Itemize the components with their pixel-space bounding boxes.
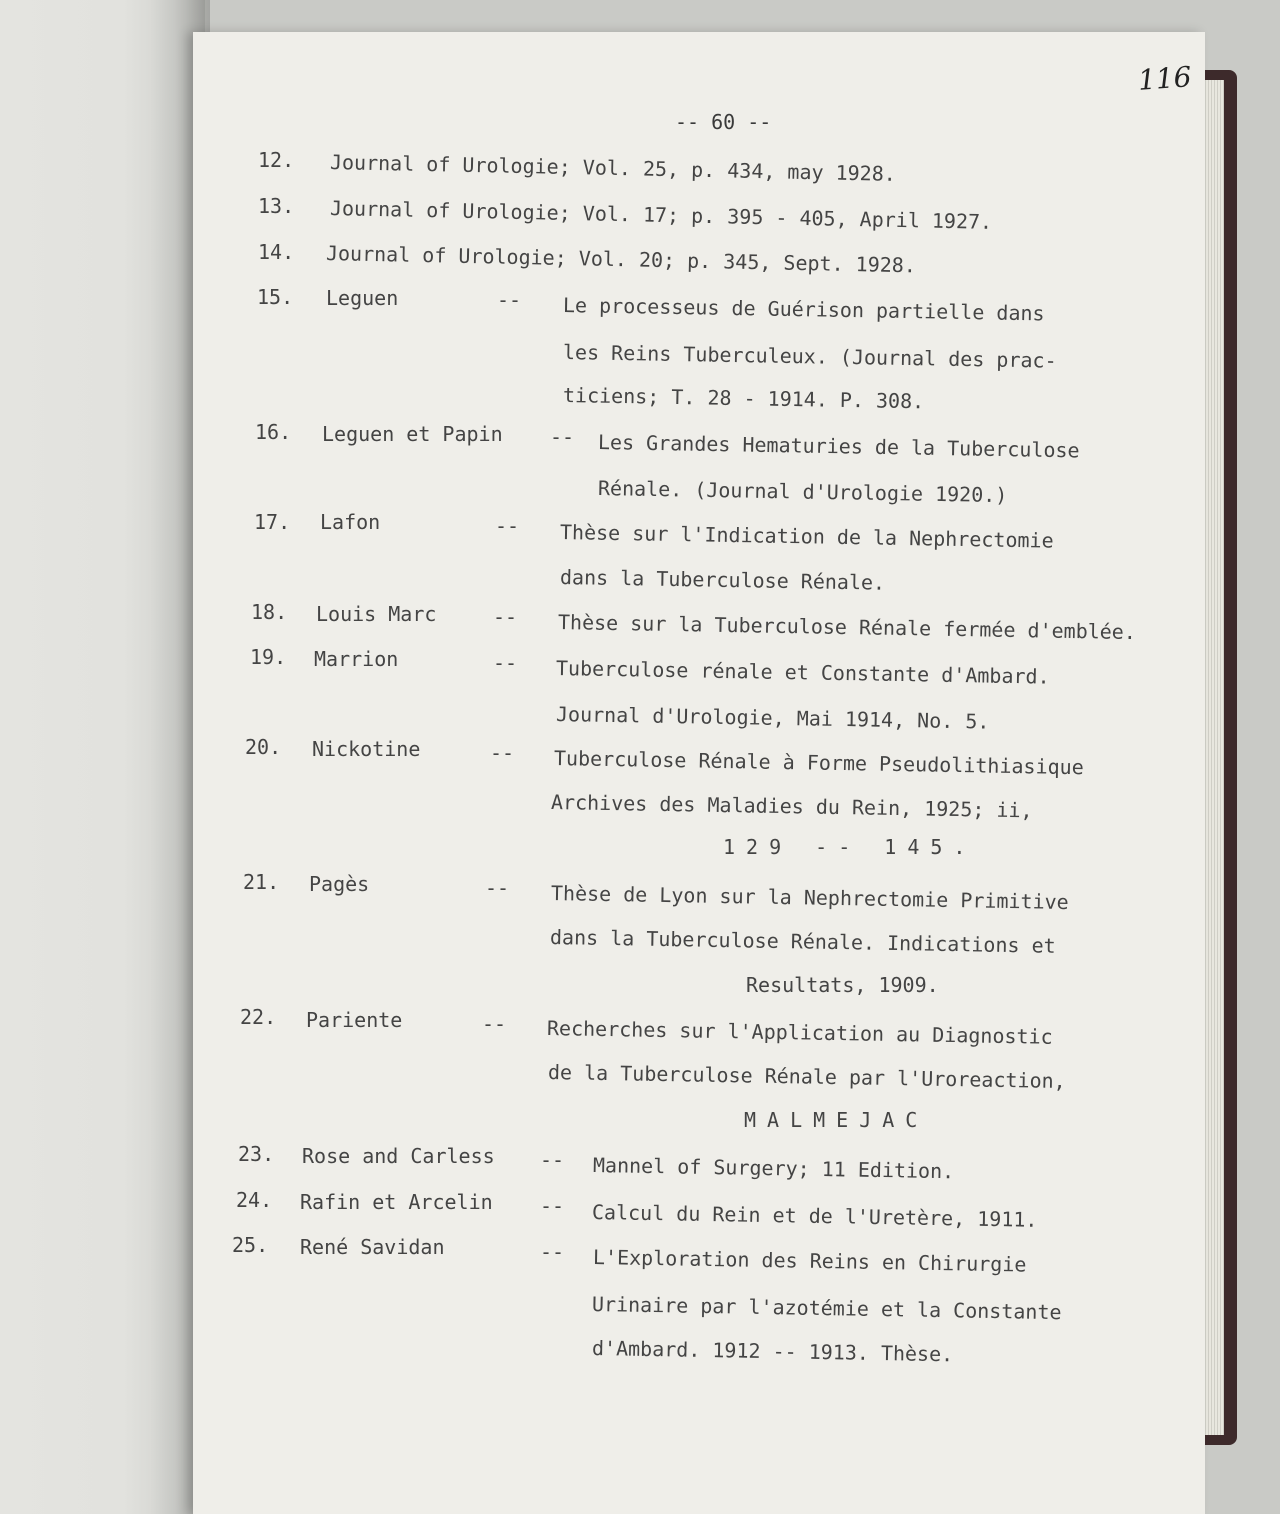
entry-15-line-1: Le processeus de Guérison partielle dans xyxy=(562,293,1045,326)
entry-25-number: 25. xyxy=(232,1233,269,1257)
entry-24-number: 24. xyxy=(236,1188,273,1212)
entry-21-dash: -- xyxy=(485,876,510,900)
entry-25-dash: -- xyxy=(540,1240,565,1264)
entry-22-line-3: MALMEJAC xyxy=(744,1108,929,1132)
entry-24-dash: -- xyxy=(540,1194,565,1218)
entry-18-number: 18. xyxy=(251,600,288,624)
entry-20-line-3: 129 -- 145. xyxy=(723,835,977,859)
entry-14-number: 14. xyxy=(258,240,295,264)
entry-18-author: Louis Marc xyxy=(316,602,437,626)
entry-23-line-1: Mannel of Surgery; 11 Edition. xyxy=(592,1153,955,1184)
entry-20-line-2: Archives des Maladies du Rein, 1925; ii, xyxy=(550,790,1033,823)
entry-14-text: Journal of Urologie; Vol. 20; p. 345, Sept. 1928. xyxy=(325,241,917,278)
entry-22-line-1: Recherches sur l'Application au Diagnostic xyxy=(546,1016,1053,1049)
entry-19-line-2: Journal d'Urologie, Mai 1914, No. 5. xyxy=(555,702,990,734)
entry-25-author: René Savidan xyxy=(300,1235,445,1259)
entry-22-number: 22. xyxy=(240,1005,277,1029)
entry-18-dash: -- xyxy=(493,605,518,629)
entry-17-dash: -- xyxy=(495,514,520,538)
entry-16-dash: -- xyxy=(550,425,575,449)
entry-17-number: 17. xyxy=(254,510,291,534)
entry-12-text: Journal of Urologie; Vol. 25, p. 434, may 1928. xyxy=(329,150,897,186)
entry-19-number: 19. xyxy=(250,645,287,669)
entry-18-line-1: Thèse sur la Tuberculose Rénale fermée d'emblée. xyxy=(557,610,1137,645)
entry-20-dash: -- xyxy=(490,741,515,765)
entry-17-line-1: Thèse sur l'Indication de la Nephrectomie xyxy=(559,520,1054,553)
entry-13-text: Journal of Urologie; Vol. 17; p. 395 - 405, April 1927. xyxy=(329,196,993,234)
entry-17-line-2: dans la Tuberculose Rénale. xyxy=(559,565,886,595)
entry-19-dash: -- xyxy=(493,651,518,675)
entry-22-line-2: de la Tuberculose Rénale par l'Uroreaction, xyxy=(547,1060,1066,1094)
entry-21-line-3: Resultats, 1909. xyxy=(746,973,939,997)
entry-24-line-1: Calcul du Rein et de l'Uretère, 1911. xyxy=(591,1200,1038,1232)
entry-16-line-1: Les Grandes Hematuries de la Tuberculose xyxy=(597,430,1080,463)
entry-25-line-3: d'Ambard. 1912 -- 1913. Thèse. xyxy=(591,1336,954,1367)
entry-22-dash: -- xyxy=(482,1012,507,1036)
entry-20-line-1: Tuberculose Rénale à Forme Pseudolithiasique xyxy=(553,746,1084,780)
entry-16-author: Leguen et Papin xyxy=(322,422,503,446)
entry-22-author: Pariente xyxy=(306,1008,403,1032)
entry-24-author: Rafin et Arcelin xyxy=(300,1190,493,1214)
entry-15-line-3: ticiens; T. 28 - 1914. P. 308. xyxy=(562,383,925,414)
entry-16-number: 16. xyxy=(255,420,292,444)
entry-17-author: Lafon xyxy=(320,510,381,534)
entry-20-author: Nickotine xyxy=(312,737,421,761)
entry-21-line-2: dans la Tuberculose Rénale. Indications et xyxy=(549,925,1056,958)
entry-19-line-1: Tuberculose rénale et Constante d'Ambard. xyxy=(555,656,1050,689)
entry-25-line-1: L'Exploration des Reins en Chirurgie xyxy=(592,1245,1027,1277)
entry-23-dash: -- xyxy=(540,1148,565,1172)
entry-23-author: Rose and Carless xyxy=(302,1144,495,1168)
entry-20-number: 20. xyxy=(245,735,282,759)
entry-21-number: 21. xyxy=(243,870,280,894)
entry-12-number: 12. xyxy=(258,148,295,172)
entry-19-author: Marrion xyxy=(314,647,399,671)
entry-15-author: Leguen xyxy=(326,286,399,310)
entry-13-number: 13. xyxy=(258,194,295,218)
entry-21-line-1: Thèse de Lyon sur la Nephrectomie Primitive xyxy=(550,881,1069,915)
entry-16-line-2: Rénale. (Journal d'Urologie 1920.) xyxy=(597,476,1008,508)
entry-15-line-2: les Reins Tuberculeux. (Journal des prac- xyxy=(562,340,1057,373)
page-number: -- 60 -- xyxy=(675,110,772,134)
entry-15-dash: -- xyxy=(497,288,522,312)
entry-21-author: Pagès xyxy=(309,872,370,896)
handwritten-folio-number: 116 xyxy=(1136,60,1193,97)
entry-15-number: 15. xyxy=(257,285,294,309)
entry-25-line-2: Urinaire par l'azotémie et la Constante xyxy=(591,1292,1062,1325)
entry-23-number: 23. xyxy=(238,1142,275,1166)
